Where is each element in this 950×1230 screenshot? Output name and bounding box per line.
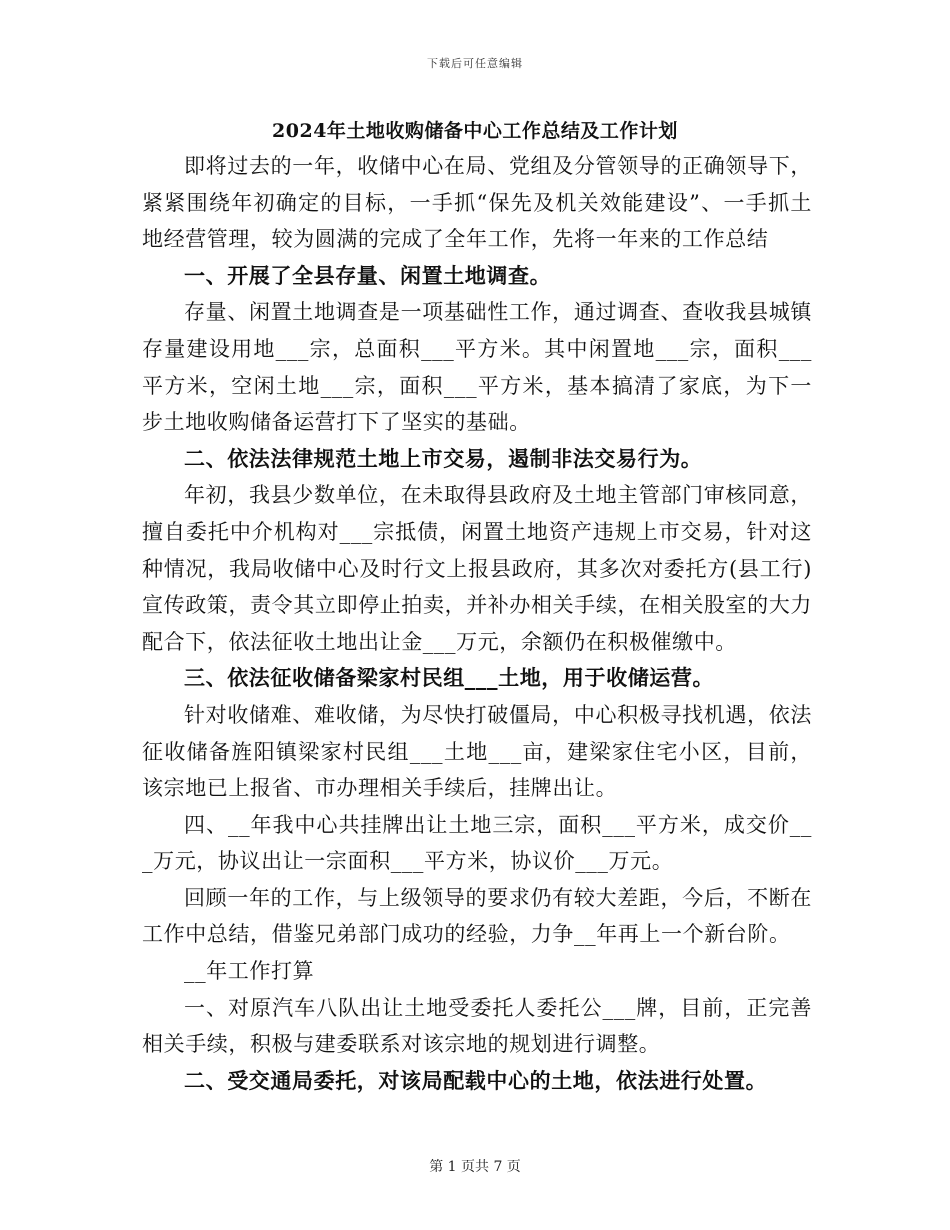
section-heading: 二、受交通局委托，对该局配载中心的土地，依法进行处置。 bbox=[184, 1067, 768, 1093]
body-paragraph: 即将过去的一年，收储中心在局、党组及分管领导的正确领导下，紧紧围绕年初确定的目标，一手抓“保先及机关效能建设”、一手抓土地经营管理，较为圆满的完成了全年工作，先将一年来的工作总结 bbox=[142, 154, 812, 252]
body-paragraph: 回顾一年的工作，与上级领导的要求仍有较大差距，今后，不断在工作中总结，借鉴兄弟部门成功的经验，力争__年再上一个新台阶。 bbox=[142, 885, 812, 947]
document-title: 2024年土地收购储备中心工作总结及工作计划 bbox=[272, 120, 678, 142]
body-paragraph: 存量、闲置土地调查是一项基础性工作，通过调查、查收我县城镇存量建设用地___宗，总面积___平方米。其中闲置地___宗，面积___平方米，空闲土地___宗，面积___平方米，基本搞清了家底，为下一步土地收购储备运营打下了坚实的基础。 bbox=[142, 300, 812, 435]
header-note: 下载后可任意编辑 bbox=[427, 57, 523, 70]
document-body bbox=[142, 148, 812, 1099]
body-paragraph: 针对收储难、难收储，为尽快打破僵局，中心积极寻找机遇，依法征收储备旌阳镇梁家村民组___土地___亩，建梁家住宅小区，目前，该宗地已上报省、市办理相关手续后，挂牌出让。 bbox=[142, 702, 812, 801]
page-footer: 第 1 页共 7 页 bbox=[429, 1159, 521, 1175]
section-heading: 一、开展了全县存量、闲置土地调查。 bbox=[184, 262, 552, 288]
body-paragraph: 四、__年我中心共挂牌出让土地三宗，面积___平方米，成交价___万元，协议出让一宗面积___平方米，协议价___万元。 bbox=[142, 812, 812, 874]
body-paragraph: __年工作打算 bbox=[184, 959, 315, 984]
body-paragraph: 一、对原汽车八队出让土地受委托人委托公___牌，目前，正完善相关手续，积极与建委联系对该宗地的规划进行调整。 bbox=[142, 995, 812, 1057]
body-paragraph: 年初，我县少数单位，在未取得县政府及土地主管部门审核同意，擅自委托中介机构对___宗抵债，闲置土地资产违规上市交易，针对这种情况，我局收储中心及时行文上报县政府，其多次对委托方(县工行)宣传政策，责令其立即停止拍卖，并补办相关手续，在相关股室的大力配合下，依法征收土地出让金___万元，余额仍在积极催缴中。 bbox=[142, 483, 812, 654]
section-heading: 二、依法法律规范土地上市交易，遏制非法交易行为。 bbox=[184, 445, 703, 471]
section-heading: 三、依法征收储备梁家村民组___土地，用于收储运营。 bbox=[184, 665, 715, 691]
